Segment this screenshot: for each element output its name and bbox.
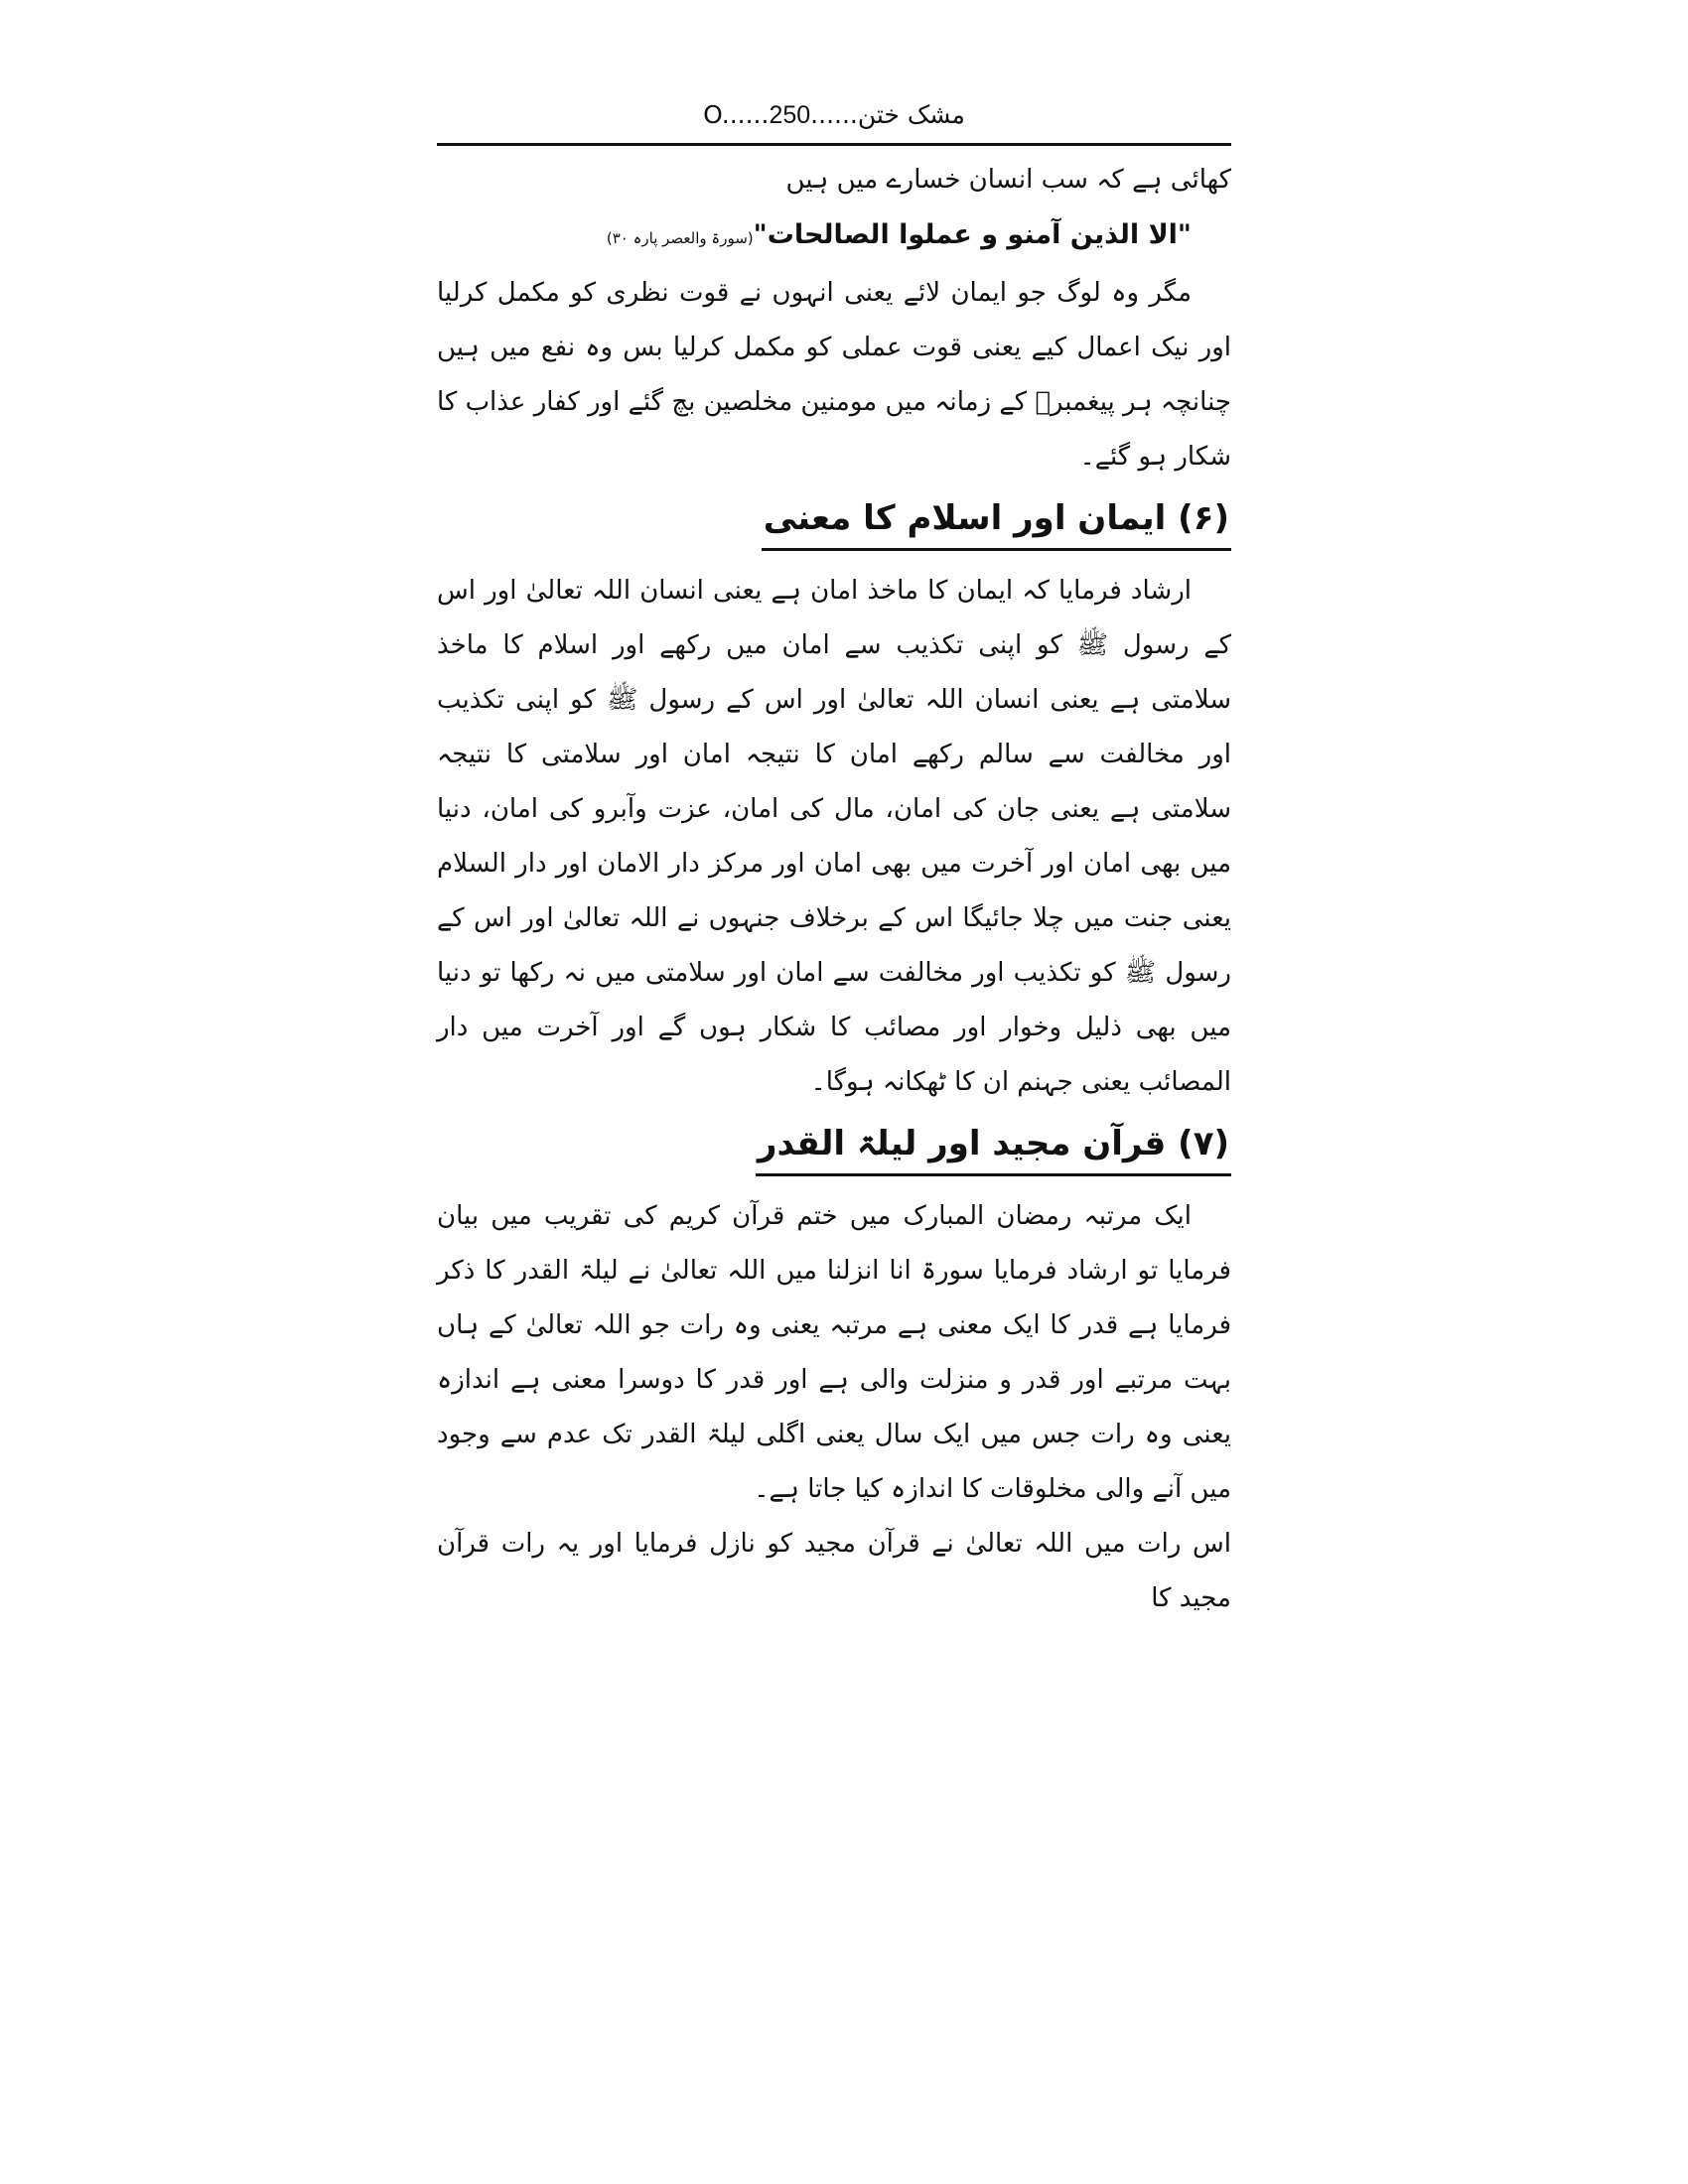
- section-heading-7: (۷) قرآن مجید اور لیلۃ القدر: [756, 1116, 1231, 1176]
- paragraph-iman-islam: ارشاد فرمایا کہ ایمان کا ماخذ امان ہے یعنی انسان اللہ تعالیٰ اور اس کے رسول ﷺ کو اپنی تکذیب سے امان میں رکھے اور اسلام کا ماخذ سلامتی ہے یعنی انسان اللہ تعالیٰ اور اس کے رسول ﷺ کو اپنی تکذیب اور مخالفت سے سالم رکھے امان کا نتیجہ امان اور سلامتی کا نتیجہ سلامتی ہے یعنی جان کی امان، مال کی امان، عزت وآبرو کی امان، دنیا میں بھی امان اور آخرت میں بھی امان اور مرکز دار الامان اور دار السلام یعنی جنت میں چلا جائیگا اس کے برخلاف جنہوں نے اللہ تعالیٰ اور اس کے رسول ﷺ کو تکذیب اور مخالفت سے امان اور سلامتی میں نہ رکھا تو دنیا میں بھی ذلیل وخوار اور مصائب کا شکار ہوں گے اور آخرت میں دار المصائب یعنی جہنم ان کا ٹھکانہ ہوگا۔: [437, 576, 1231, 1097]
- quran-verse: [437, 207, 1231, 266]
- page-body: [437, 153, 1231, 1626]
- paragraph-continuation: کھائی ہے کہ سب انسان خسارے میں ہیں: [785, 165, 1231, 195]
- section-heading-7-wrap: [437, 1116, 1231, 1179]
- section-heading-6: (۶) ایمان اور اسلام کا معنی: [762, 490, 1231, 551]
- book-page: [437, 91, 1231, 1613]
- running-head: [437, 91, 1231, 139]
- header-rule: [437, 143, 1231, 146]
- section-heading-6-wrap: [437, 490, 1231, 554]
- quran-reference: (سورۃ والعصر پارہ ۳۰): [606, 229, 754, 247]
- quran-verse-text: "الا الذین آمنو و عملوا الصالحات": [753, 219, 1192, 250]
- paragraph-continues: اس رات میں اللہ تعالیٰ نے قرآن مجید کو نازل فرمایا اور یہ رات قرآن مجید کا: [437, 1529, 1231, 1613]
- running-head-separator: ......O......: [703, 100, 858, 129]
- book-title: مشک ختن: [857, 100, 965, 129]
- page-number: 250: [769, 101, 811, 129]
- paragraph-believers: مگر وہ لوگ جو ایمان لائے یعنی انہوں نے قوت نظری کو مکمل کرلیا اور نیک اعمال کیے یعنی قوت عملی کو مکمل کرلیا بس وہ نفع میں ہیں چنانچہ ہر پیغمبرؑ کے زمانہ میں مومنین مخلصین بچ گئے اور کفار عذاب کا شکار ہو گئے۔: [437, 278, 1231, 472]
- paragraph-laylat-al-qadr: ایک مرتبہ رمضان المبارک میں ختم قرآن کریم کی تقریب میں بیان فرمایا تو ارشاد فرمایا سورۃ انا انزلنا میں اللہ تعالیٰ نے لیلۃ القدر کا ذکر فرمایا ہے قدر کا ایک معنی ہے مرتبہ یعنی وہ رات جو اللہ تعالیٰ کے ہاں بہت مرتبے اور قدر و منزلت والی ہے اور قدر کا دوسرا معنی ہے اندازہ یعنی وہ رات جس میں ایک سال یعنی اگلی لیلۃ القدر تک عدم سے وجود میں آنے والی مخلوقات کا اندازہ کیا جاتا ہے۔: [437, 1201, 1231, 1504]
